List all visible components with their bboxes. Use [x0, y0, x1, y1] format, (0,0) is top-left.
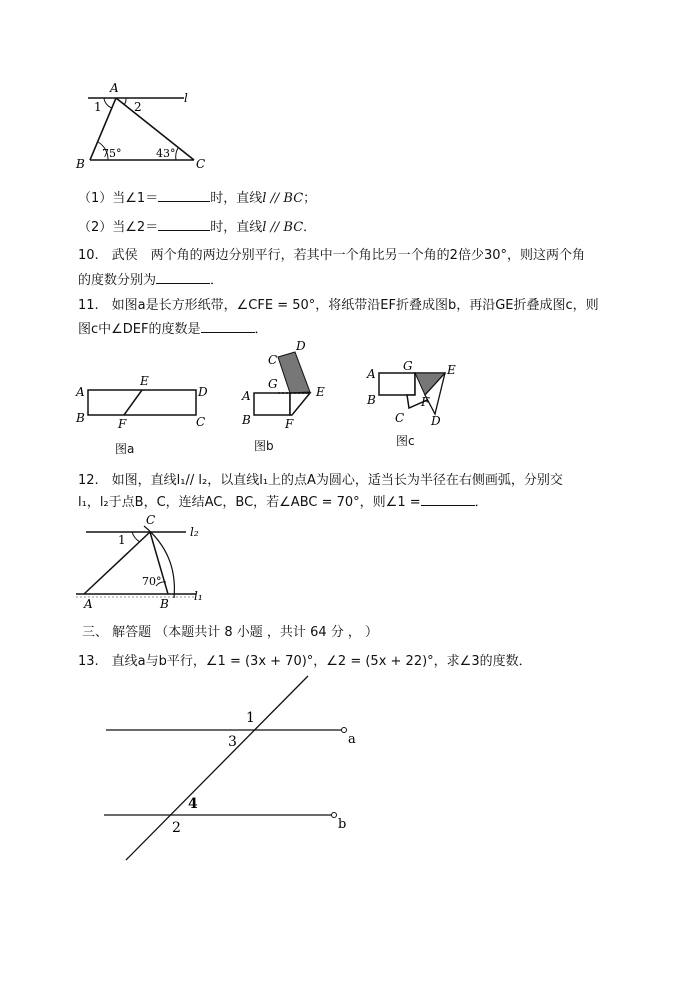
angle-1-label: 1 — [94, 100, 102, 114]
fc-A: A — [367, 367, 376, 381]
q9-p2-prefix: （2）当∠2＝ — [78, 220, 159, 235]
answer-blank[interactable] — [156, 271, 210, 284]
fc-E: E — [447, 363, 456, 377]
fa-D: D — [198, 385, 208, 399]
fc-G: G — [403, 359, 413, 373]
fc-C: C — [395, 411, 405, 425]
f12-l2: l₂ — [190, 525, 199, 539]
fb-D: D — [296, 339, 306, 353]
angle-2-label: 2 — [134, 100, 142, 114]
parallel-lines-figure-q12 — [74, 512, 214, 612]
fc-B: B — [367, 393, 376, 407]
label-C: C — [196, 157, 206, 171]
fc-F: F — [421, 395, 430, 409]
answer-blank[interactable] — [201, 320, 255, 333]
answer-blank[interactable] — [421, 493, 475, 506]
caption-fig-a: 图a — [115, 442, 135, 456]
q12-line2 — [78, 493, 488, 512]
fb-G: G — [268, 377, 278, 391]
f13-angle2: 2 — [172, 820, 181, 836]
q11-line1: 11. 如图a是长方形纸带，∠CFE = 50°，将纸带沿EF折叠成图b，再沿GE折叠成图c，则 — [78, 298, 599, 313]
angle-C-value: 43° — [156, 147, 176, 160]
q9-p2-mid: 时，直线 — [210, 220, 263, 235]
q10-l2-prefix: 的度数分别为 — [78, 273, 157, 288]
fb-F: F — [285, 417, 294, 431]
q9-p1-prefix: （1）当∠1＝ — [78, 191, 159, 206]
q10-l2-end: ． — [210, 273, 224, 288]
q10-line2 — [78, 271, 223, 290]
label-l: l — [184, 91, 188, 105]
fa-C: C — [196, 415, 206, 429]
fb-C: C — [268, 353, 278, 367]
q11-l2-end: ． — [254, 322, 268, 337]
f12-l1: l₁ — [194, 589, 203, 603]
answer-blank[interactable] — [158, 218, 210, 231]
f12-B: B — [160, 597, 169, 611]
q13-text: 13. 直线a与b平行，∠1 = (3x + 70)°，∠2 = (5x + 22)°，求∠3的度数． — [78, 654, 532, 669]
f12-A: A — [84, 597, 93, 611]
q12-l2-end: ． — [474, 495, 488, 510]
fb-B: B — [242, 413, 251, 427]
fa-F: F — [118, 417, 127, 431]
triangle-figure-q9 — [74, 80, 214, 175]
f13-angle4: 4 — [188, 796, 198, 812]
q12-line1: 12. 如图，直线l₁// l₂，以直线l₁上的点A为圆心，适当长为半径在右侧画弧，分别交 — [78, 473, 563, 488]
caption-fig-b: 图b — [254, 439, 274, 453]
parallel-lines-figure-q13 — [100, 670, 370, 870]
fb-E: E — [316, 385, 325, 399]
f13-angle1: 1 — [246, 710, 255, 726]
f13-line-a: a — [348, 732, 356, 747]
figure-b — [238, 340, 338, 450]
label-B: B — [76, 157, 85, 171]
f12-C: C — [146, 513, 156, 527]
fc-D: D — [431, 414, 441, 428]
q9-part1 — [78, 189, 316, 208]
fb-A: A — [242, 389, 251, 403]
caption-fig-c: 图c — [396, 434, 415, 448]
fa-A: A — [76, 385, 85, 399]
figure-c — [365, 352, 475, 432]
q11-l2-prefix: 图c中∠DEF的度数是 — [78, 322, 201, 337]
q12-l2-prefix: l₁，l₂于点B，C，连结AC，BC，若∠ABC = 70°，则∠1 = — [78, 495, 421, 510]
q9-p1-end: ； — [303, 191, 317, 206]
figure-a — [74, 370, 224, 460]
f13-line-b: b — [338, 817, 347, 832]
q9-p2-end: ． — [303, 220, 317, 235]
f12-angle1: 1 — [118, 533, 126, 547]
q11-line2 — [78, 320, 268, 339]
fa-B: B — [76, 411, 85, 425]
q9-part2 — [78, 218, 316, 237]
fa-E: E — [140, 374, 149, 388]
angle-B-value: 75° — [102, 147, 122, 160]
q9-p1-relation: l // BC — [262, 191, 304, 206]
f13-angle3: 3 — [228, 734, 237, 750]
answer-blank[interactable] — [158, 189, 210, 202]
q9-p2-relation: l // BC — [262, 220, 304, 235]
q9-p1-mid: 时，直线 — [210, 191, 263, 206]
section-3-heading: 三、 解答题 （本题共计 8 小题 ，共计 64 分 ， ） — [82, 625, 379, 640]
q10-line1: 10. 武侯 两个角的两边分别平行，若其中一个角比另一个角的2倍少30°，则这两个角 — [78, 248, 585, 263]
label-A: A — [110, 81, 119, 95]
f12-angle70: 70° — [142, 575, 162, 588]
